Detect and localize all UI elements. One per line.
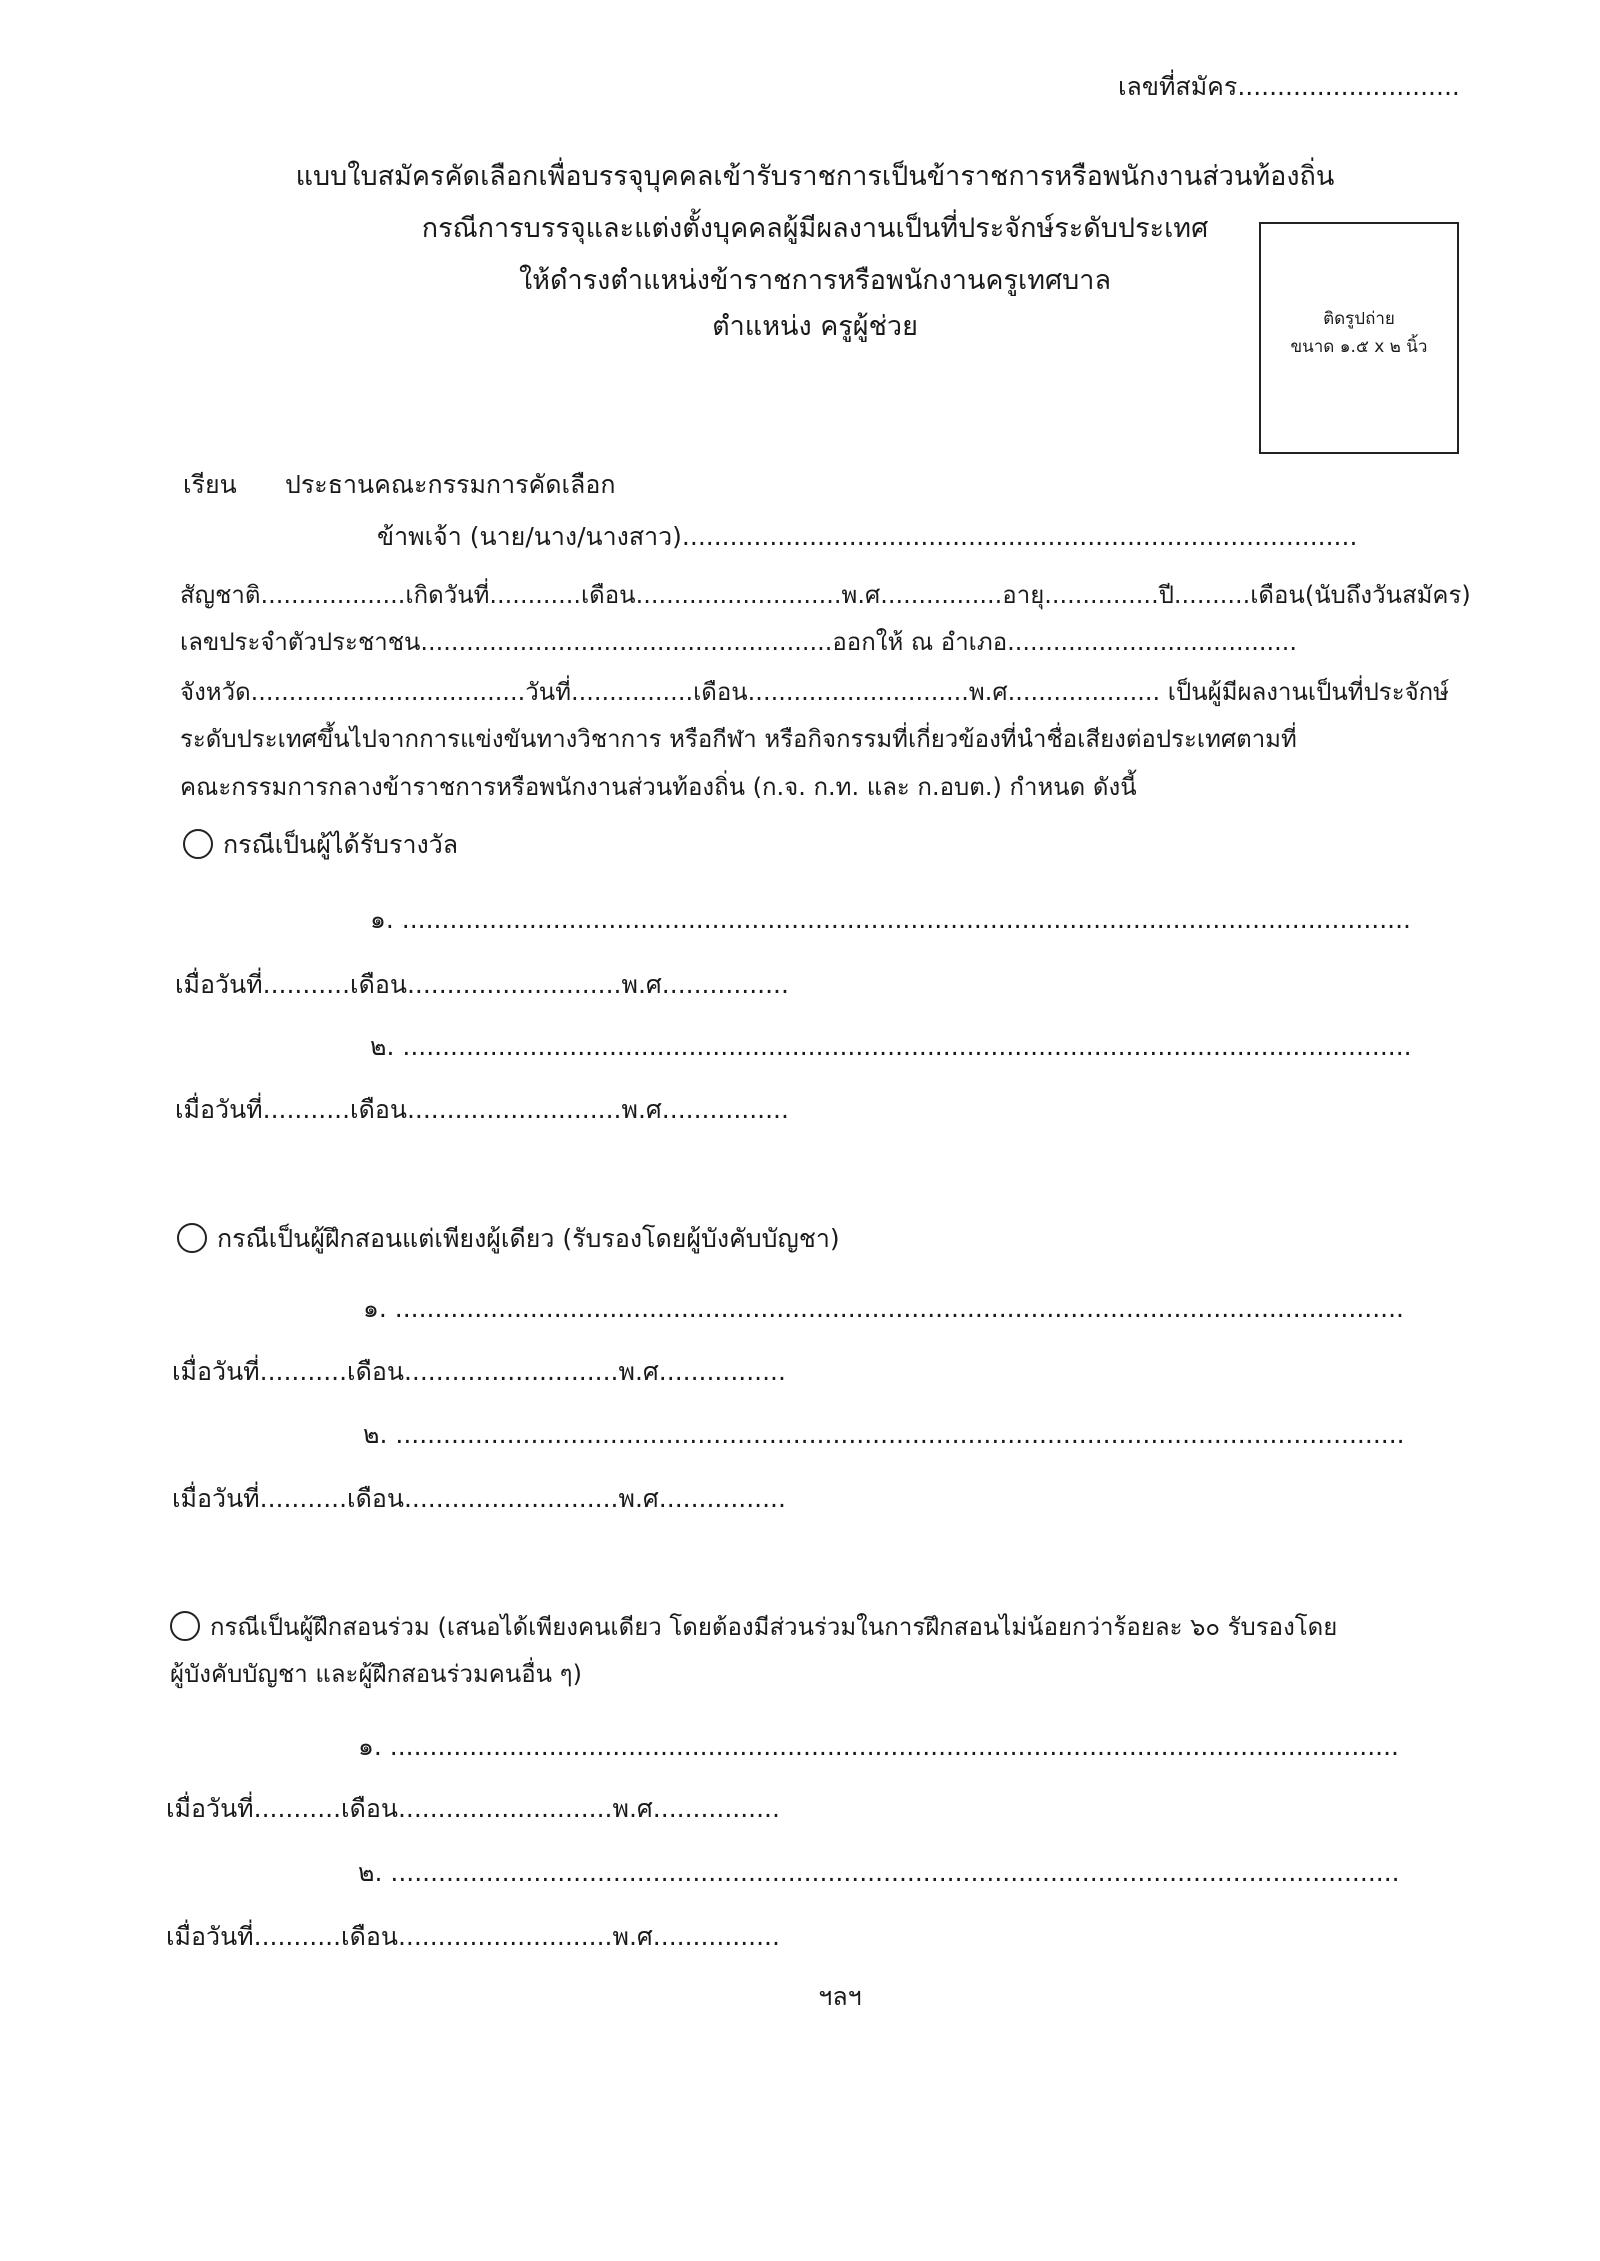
award-heading-text: กรณีเป็นผู้ได้รับรางวัล xyxy=(223,830,459,859)
co-coach-date-1: เมื่อวันที่...........เดือน...........................พ.ศ................ xyxy=(166,1794,780,1823)
award-item-1: ๑. ............................................................................................................................... xyxy=(370,905,1412,934)
sole-coach-item-2: ๒. ............................................................................................................................... xyxy=(363,1420,1405,1449)
co-coach-heading-line-2: ผู้บังคับบัญชา และผู้ฝึกสอนร่วมคนอื่น ๆ) xyxy=(170,1660,582,1688)
form-title-line-1: แบบใบสมัครคัดเลือกเพื่อบรรจุบุคคลเข้ารับราชการเป็นข้าราชการหรือพนักงานส่วนท้องถิ่น xyxy=(295,161,1335,192)
co-coach-radio[interactable] xyxy=(170,1611,200,1641)
co-coach-heading-text: กรณีเป็นผู้ฝึกสอนร่วม (เสนอได้เพียงคนเดียว โดยต้องมีส่วนร่วมในการฝึกสอนไม่น้อยกว่าร้อยละ ๖๐ รับรองโดย xyxy=(210,1613,1338,1641)
sole-coach-date-1: เมื่อวันที่...........เดือน...........................พ.ศ................ xyxy=(172,1357,786,1386)
award-radio[interactable] xyxy=(183,829,213,859)
form-title-line-3: ให้ดำรงตำแหน่งข้าราชการหรือพนักงานครูเทศบาล xyxy=(518,265,1112,296)
applicant-birth-line: สัญชาติ...................เกิดวันที่............เดือน...........................พ.ศ................อายุ...............ปี..........เดือน(นับถึงวันสมัคร) xyxy=(180,581,1471,609)
award-item-2: ๒. ............................................................................................................................... xyxy=(370,1032,1412,1061)
applicant-number: เลขที่สมัคร............................ xyxy=(1118,72,1460,101)
form-title-line-2: กรณีการบรรจุและแต่งตั้งบุคคลผู้มีผลงานเป็นที่ประจักษ์ระดับประเทศ xyxy=(421,213,1209,244)
salutation-label: เรียน xyxy=(183,470,237,499)
continued-mark: ฯลฯ xyxy=(818,1982,862,2011)
photo-label-line-1: ติดรูปถ่าย xyxy=(1323,309,1395,329)
photo-placeholder-box xyxy=(1259,222,1459,454)
applicant-name-line: ข้าพเจ้า (นาย/นาง/นางสาว)..................................................................................... xyxy=(377,522,1358,551)
co-coach-item-1: ๑. ............................................................................................................................... xyxy=(358,1732,1400,1761)
photo-label-line-2: ขนาด ๑.๕ x ๒ นิ้ว xyxy=(1290,337,1428,357)
co-coach-item-2: ๒. ............................................................................................................................... xyxy=(358,1858,1400,1887)
award-date-2: เมื่อวันที่...........เดือน...........................พ.ศ................ xyxy=(175,1095,789,1124)
section-award-heading xyxy=(183,828,458,862)
section-co-coach-heading xyxy=(170,1610,1337,1644)
salutation-recipient: ประธานคณะกรรมการคัดเลือก xyxy=(285,470,616,499)
applicant-province-line: จังหวัด....................................วันที่................เดือน.............................พ.ศ.................... เป็นผู้มีผลงานเป็นที่ประจักษ์ xyxy=(180,678,1449,706)
sole-coach-radio[interactable] xyxy=(177,1223,207,1253)
statement-line-2: คณะกรรมการกลางข้าราชการหรือพนักงานส่วนท้องถิ่น (ก.จ. ก.ท. และ ก.อบต.) กำหนด ดังนี้ xyxy=(180,773,1137,801)
applicant-id-line: เลขประจำตัวประชาชน......................................................ออกให้ ณ อำเภอ...................................... xyxy=(180,628,1298,656)
form-title-position: ตำแหน่ง ครูผู้ช่วย xyxy=(712,311,918,342)
sole-coach-date-2: เมื่อวันที่...........เดือน...........................พ.ศ................ xyxy=(172,1484,786,1513)
co-coach-date-2: เมื่อวันที่...........เดือน...........................พ.ศ................ xyxy=(166,1922,780,1951)
sole-coach-item-1: ๑. ............................................................................................................................... xyxy=(363,1294,1405,1323)
statement-line-1: ระดับประเทศขึ้นไปจากการแข่งขันทางวิชาการ หรือกีฬา หรือกิจกรรมที่เกี่ยวข้องที่นำชื่อเสียงต่อประเทศตามที่ xyxy=(180,725,1297,753)
award-date-1: เมื่อวันที่...........เดือน...........................พ.ศ................ xyxy=(175,970,789,999)
section-sole-coach-heading xyxy=(177,1222,840,1256)
sole-coach-heading-text: กรณีเป็นผู้ฝึกสอนแต่เพียงผู้เดียว (รับรองโดยผู้บังคับบัญชา) xyxy=(217,1224,840,1253)
